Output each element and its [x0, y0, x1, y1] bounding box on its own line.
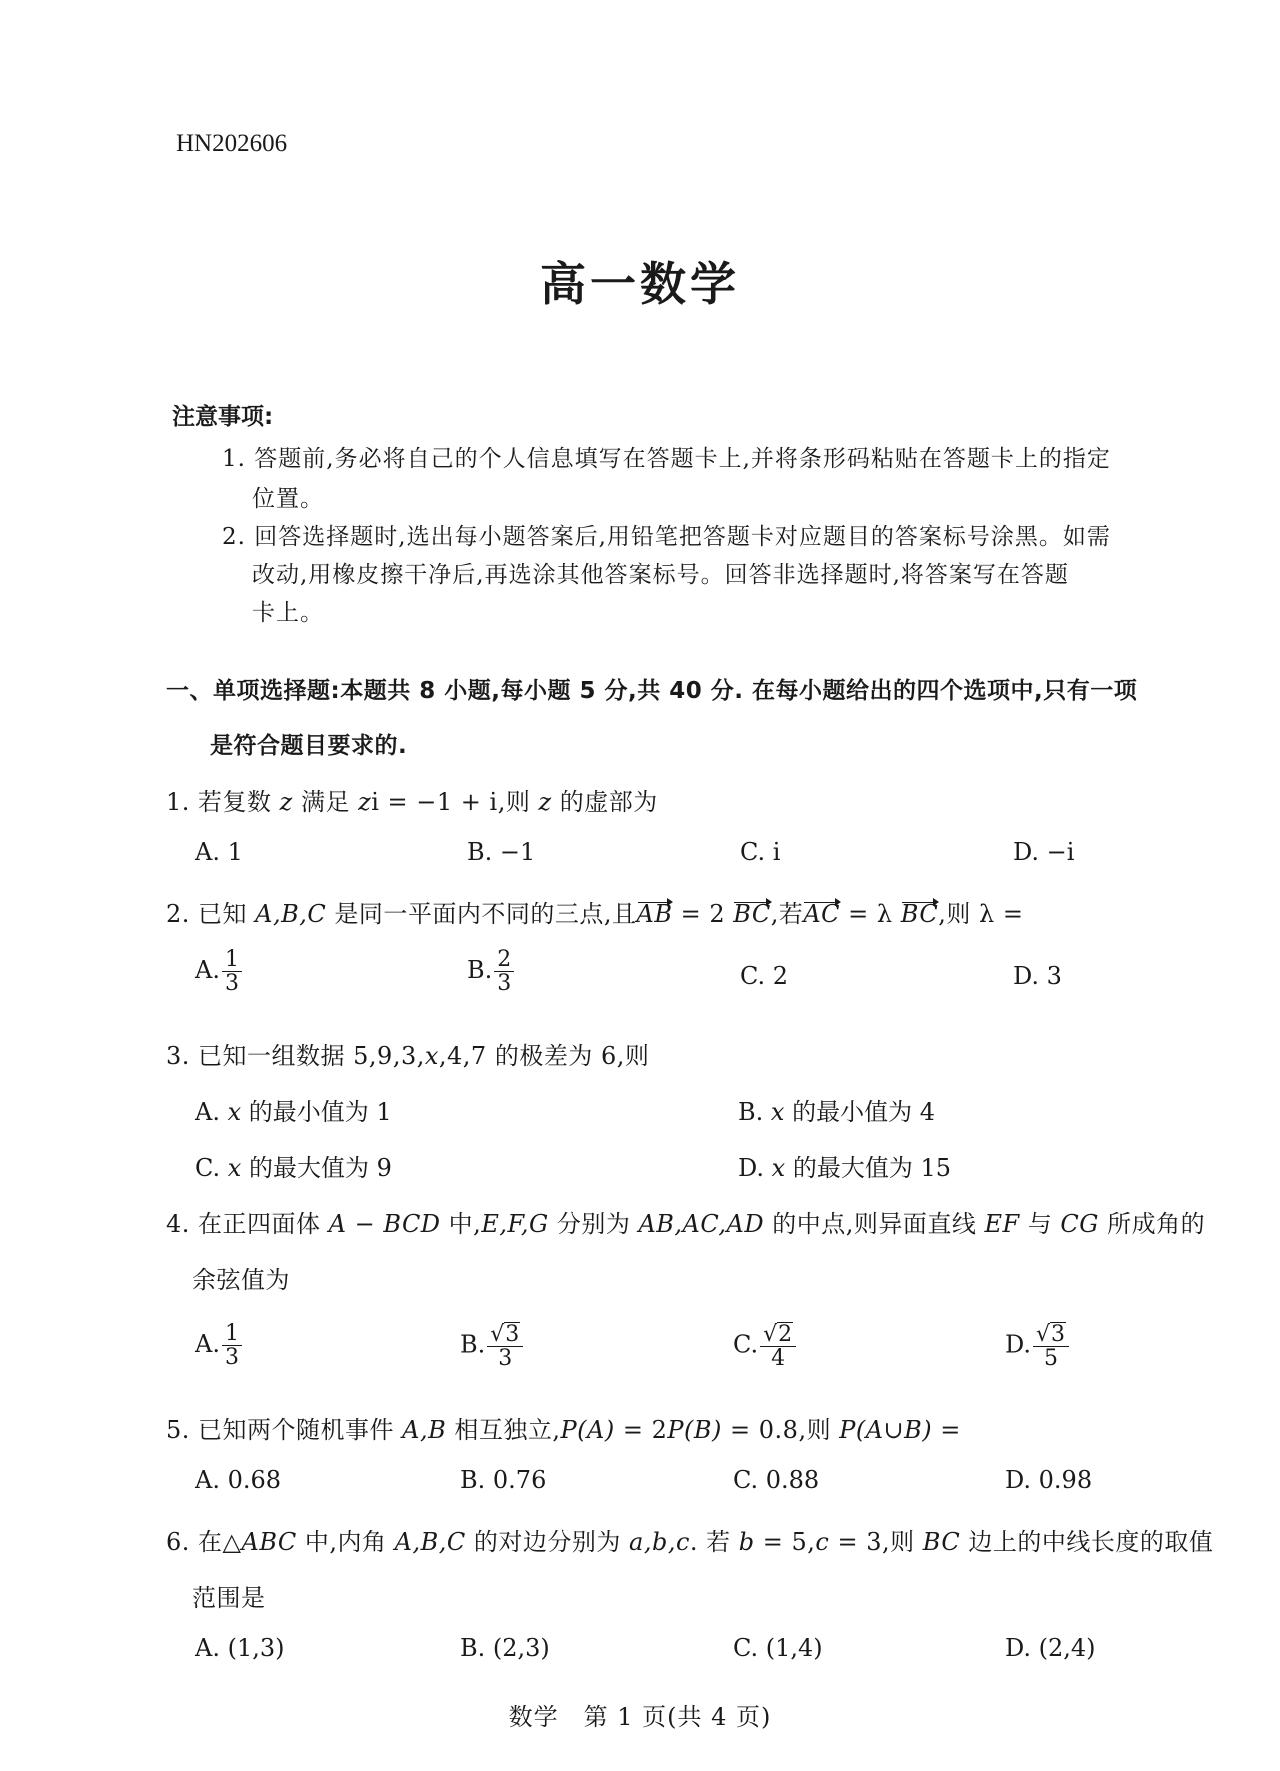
question-3	[166, 1036, 649, 1071]
option-label: B.	[467, 956, 493, 985]
q3-var: x	[227, 1098, 242, 1126]
q6-option-b: B. (2,3)	[460, 1634, 550, 1662]
denominator: 3	[224, 1345, 239, 1371]
radical-sign: √	[1036, 1322, 1051, 1347]
q3-option-b	[738, 1092, 935, 1127]
q5-text: = 2	[614, 1416, 668, 1444]
note-1-line-1: 1. 答题前,务必将自己的个人信息填写在答题卡上,并将条形码粘贴在答题卡上的指定	[222, 446, 1111, 472]
q3-var: x	[227, 1154, 242, 1182]
q2-text: = λ	[840, 900, 901, 928]
q5-prob-b: P(B)	[667, 1416, 722, 1444]
q2-text: = 2	[672, 900, 734, 928]
q5-option-d: D. 0.98	[1005, 1466, 1093, 1494]
q3-option-d	[738, 1148, 951, 1183]
fraction	[494, 948, 514, 995]
q2-text: ,则 λ =	[938, 900, 1024, 928]
q6-text: . 若	[689, 1528, 739, 1556]
radical-sign: √	[490, 1322, 505, 1347]
question-4-line-2: 余弦值为	[192, 1266, 290, 1294]
q1-var: z	[538, 788, 552, 816]
q1-text: i = −1 + i,则	[371, 788, 539, 816]
q6-sides: a,b,c	[629, 1528, 690, 1556]
q6-text: 边上的中线长度的取值	[960, 1528, 1214, 1556]
radical-sign: √	[763, 1322, 778, 1347]
section-heading-line-2: 是符合题目要求的.	[210, 733, 408, 759]
denominator: 3	[497, 971, 512, 997]
fraction	[487, 1322, 523, 1370]
square-root	[763, 1322, 793, 1346]
option-label: B.	[738, 1098, 771, 1126]
q4-text: 所成角的	[1098, 1210, 1206, 1238]
q3-var: x	[771, 1154, 786, 1182]
numerator: 1	[222, 1322, 242, 1346]
q2-text: ,若	[770, 900, 804, 928]
q4-text: 4. 在正四面体	[166, 1210, 329, 1238]
question-6	[166, 1522, 1213, 1557]
q2-text: 2. 已知	[166, 900, 256, 928]
q4-option-c	[733, 1322, 796, 1370]
note-2-line-2: 改动,用橡皮擦干净后,再选涂其他答案标号。回答非选择题时,将答案写在答题	[252, 562, 1069, 588]
q5-text: 5. 已知两个随机事件	[166, 1416, 403, 1444]
q4-edges: AB,AC,AD	[638, 1210, 765, 1238]
radicand: 3	[1051, 1322, 1066, 1347]
section-heading-line-1: 一、单项选择题:本题共 8 小题,每小题 5 分,共 40 分. 在每小题给出的四个选项中,只有一项	[166, 678, 1138, 704]
option-text: 的最大值为 9	[241, 1154, 392, 1182]
q6-option-d: D. (2,4)	[1005, 1634, 1096, 1662]
q5-text: = 0.8,则	[721, 1416, 840, 1444]
option-label: C.	[195, 1154, 228, 1182]
numerator: 2	[494, 948, 514, 972]
q5-text: 相互独立,	[446, 1416, 561, 1444]
radicand: 3	[505, 1322, 520, 1347]
option-label: C.	[733, 1330, 759, 1359]
q4-option-b	[460, 1322, 523, 1370]
vector-bc: BC	[733, 900, 771, 928]
question-6-line-2: 范围是	[192, 1584, 266, 1612]
square-root	[490, 1322, 520, 1346]
q6-text: 中,内角	[296, 1528, 395, 1556]
q6-text: = 5,	[754, 1528, 816, 1556]
q6-text: 的对边分别为	[465, 1528, 630, 1556]
numerator	[1033, 1322, 1069, 1347]
option-label: A.	[195, 956, 220, 985]
q4-text: 与	[1019, 1210, 1061, 1238]
q5-option-c: C. 0.88	[733, 1466, 820, 1494]
option-text: 的最小值为 4	[784, 1098, 935, 1126]
fraction	[1033, 1322, 1069, 1370]
q6-option-c: C. (1,4)	[733, 1634, 823, 1662]
fraction	[222, 1322, 242, 1369]
q1-option-a: A. 1	[195, 838, 243, 866]
q4-text: 分别为	[548, 1210, 639, 1238]
fraction	[760, 1322, 796, 1370]
q5-option-a: A. 0.68	[195, 1466, 282, 1494]
q4-option-d	[1005, 1322, 1069, 1370]
radicand: 2	[778, 1322, 793, 1347]
q3-option-a	[195, 1092, 392, 1127]
option-text: 的最小值为 1	[241, 1098, 392, 1126]
q6-angles: A,B,C	[394, 1528, 466, 1556]
vector-ac: AC	[803, 900, 841, 928]
q6-var: c	[815, 1528, 830, 1556]
note-1-line-2: 位置。	[252, 486, 324, 512]
exam-code: HN202606	[176, 130, 288, 157]
denominator: 3	[224, 971, 239, 997]
q6-option-a: A. (1,3)	[195, 1634, 285, 1662]
q1-option-d: D. −i	[1013, 838, 1075, 866]
q2-option-c: C. 2	[740, 962, 789, 990]
q3-text: 3. 已知一组数据 5,9,3,	[166, 1042, 425, 1070]
numerator	[760, 1322, 796, 1347]
q4-option-a	[195, 1322, 242, 1369]
q1-text: 的虚部为	[551, 788, 658, 816]
q2-text: 是同一平面内不同的三点,且	[326, 900, 637, 928]
q1-text: 满足	[292, 788, 359, 816]
q5-option-b: B. 0.76	[460, 1466, 547, 1494]
q5-events: A,B	[402, 1416, 447, 1444]
denominator: 4	[771, 1346, 786, 1372]
q5-prob-union: P(A∪B)	[839, 1416, 933, 1444]
q2-option-d: D. 3	[1013, 962, 1062, 990]
numerator: 1	[222, 948, 242, 972]
q6-text: 6. 在△	[166, 1528, 242, 1556]
q1-var: z	[358, 788, 372, 816]
q4-text: 中,	[440, 1210, 482, 1238]
note-2-line-3: 卡上。	[252, 600, 324, 626]
option-label: A.	[195, 1098, 228, 1126]
page-title: 高一数学	[540, 257, 740, 311]
question-1	[166, 782, 658, 817]
q6-side-bc: BC	[922, 1528, 961, 1556]
q1-option-b: B. −1	[467, 838, 536, 866]
option-label: A.	[195, 1330, 220, 1359]
q3-var: x	[770, 1098, 785, 1126]
q3-option-c	[195, 1148, 392, 1183]
q5-prob-a: P(A)	[560, 1416, 615, 1444]
q6-triangle: ABC	[241, 1528, 297, 1556]
fraction	[222, 948, 242, 995]
question-5	[166, 1410, 961, 1445]
question-2	[166, 894, 1023, 929]
q2-points: A,B,C	[255, 900, 327, 928]
numerator	[487, 1322, 523, 1347]
page-footer: 数学 第 1 页(共 4 页)	[508, 1703, 772, 1731]
denominator: 3	[498, 1346, 513, 1372]
q1-option-c: C. i	[740, 838, 781, 866]
q4-line-cg: CG	[1060, 1210, 1099, 1238]
vector-bc: BC	[900, 900, 939, 928]
q3-var: x	[424, 1042, 439, 1070]
square-root	[1036, 1322, 1066, 1346]
q4-line-ef: EF	[984, 1210, 1020, 1238]
question-4	[166, 1204, 1205, 1239]
note-2-line-1: 2. 回答选择题时,选出每小题答案后,用铅笔把答题卡对应题目的答案标号涂黑。如需	[222, 524, 1111, 550]
notes-title: 注意事项:	[172, 404, 274, 430]
q5-text: =	[932, 1416, 961, 1444]
q4-tetrahedron: A − BCD	[328, 1210, 441, 1238]
q3-text: ,4,7 的极差为 6,则	[438, 1042, 650, 1070]
q1-text: 1. 若复数	[166, 788, 280, 816]
option-label: B.	[460, 1330, 486, 1359]
q4-text: 的中点,则异面直线	[764, 1210, 985, 1238]
vector-ab: AB	[636, 900, 673, 928]
q1-var: z	[279, 788, 293, 816]
q2-option-a	[195, 948, 242, 995]
q2-option-b	[467, 948, 514, 995]
q6-text: = 3,则	[829, 1528, 923, 1556]
option-text: 的最大值为 15	[785, 1154, 951, 1182]
option-label: D.	[1005, 1330, 1032, 1359]
q4-points: E,F,G	[481, 1210, 549, 1238]
q6-var: b	[738, 1528, 755, 1556]
denominator: 5	[1044, 1346, 1059, 1372]
option-label: D.	[738, 1154, 772, 1182]
